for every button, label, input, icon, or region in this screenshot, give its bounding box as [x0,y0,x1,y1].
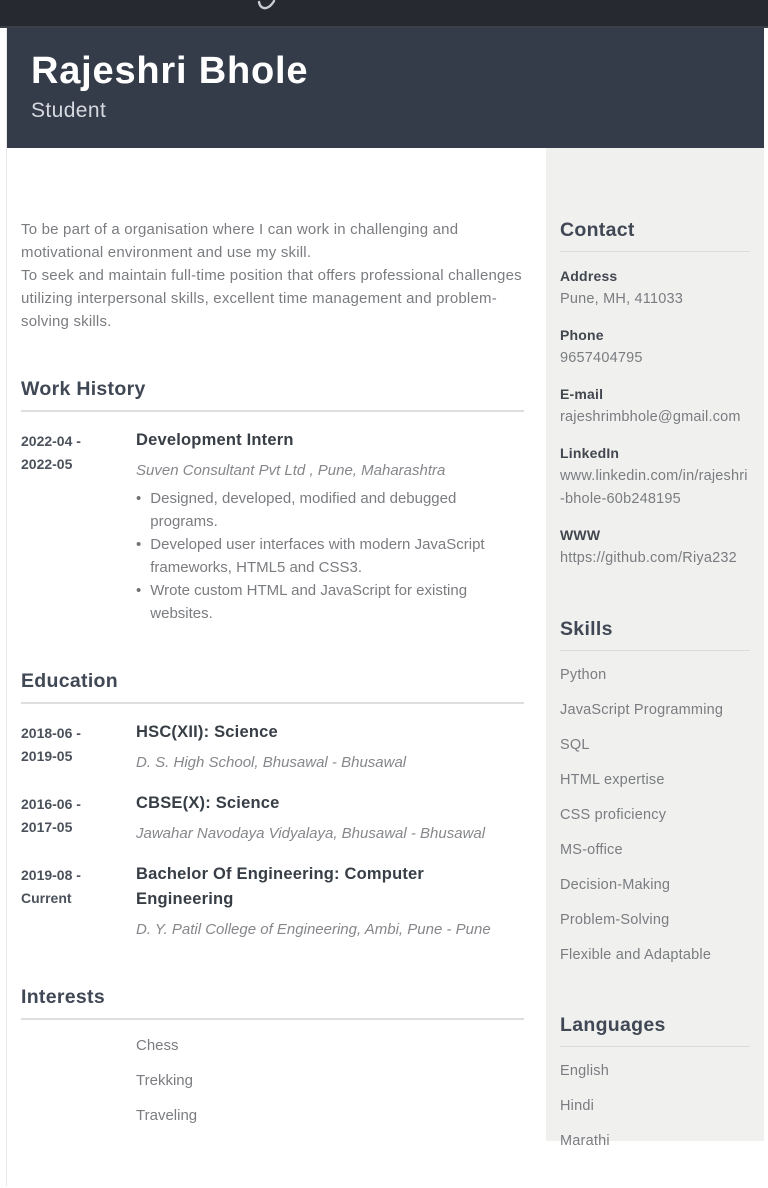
education-entry-title: CBSE(X): Science [136,794,280,812]
contact-field-phone [560,325,750,370]
education-entry-title: HSC(XII): Science [136,723,278,741]
skills-section [560,617,750,966]
resume-page [6,28,764,1186]
contact-heading: Contact [560,219,635,241]
contact-field-value: www.linkedin.com/in/rajeshri-bhole-60b248195 [560,468,748,507]
work-entry-body [136,428,524,625]
contact-field-label: Phone [560,327,604,343]
section-divider [21,702,524,704]
language-item: English [560,1063,609,1079]
education-entry-title: Bachelor Of Engineering: Computer Engineering [136,865,425,908]
interest-item: Traveling [136,1107,198,1124]
sidebar-column [546,148,764,1149]
contact-field-value: rajeshrimbhole@gmail.com [560,409,741,425]
work-history-heading: Work History [21,378,146,400]
work-bullet: • Developed user interfaces with modern JavaScript frameworks, HTML5 and CSS3. [136,533,501,579]
languages-list [560,1060,750,1152]
interest-item: Chess [136,1037,179,1054]
work-entry-company: Suven Consultant Pvt Ltd , Pune, Maharashtra [136,462,446,479]
education-entry [21,862,524,941]
education-date-end: 2017-05 [21,819,73,835]
contact-field-www [560,525,750,570]
work-bullet: • Designed, developed, modified and debugged programs. [136,487,501,533]
work-entry-title: Development Intern [136,431,294,449]
section-divider [21,410,524,412]
interests-heading: Interests [21,986,105,1008]
person-job-title: Student [31,99,107,122]
skill-item: CSS proficiency [560,807,667,823]
education-entry-dates [21,720,136,774]
skill-item: Decision-Making [560,877,671,893]
contact-field-email [560,384,750,429]
work-history-section [21,377,524,625]
education-entry-body [136,791,524,845]
work-entry-dates [21,428,136,625]
education-date-end: Current [21,890,72,906]
objective-summary [21,218,524,333]
education-date-start: 2019-08 - [21,867,81,883]
education-entry-school: Jawahar Navodaya Vidyalaya, Bhusawal - Bhusawal [136,825,486,842]
contact-field-label: WWW [560,527,601,543]
person-name: Rajeshri Bhole [31,50,309,92]
contact-section [560,218,750,570]
section-divider [21,1018,524,1020]
section-divider [560,650,750,651]
contact-field-label: E-mail [560,386,604,402]
section-divider [560,1046,750,1047]
contact-field-value: 9657404795 [560,350,643,366]
education-section [21,669,524,941]
interests-section [21,985,524,1127]
education-entry [21,720,524,774]
work-bullet: • Wrote custom HTML and JavaScript for existing websites. [136,579,501,625]
education-entry-body [136,720,524,774]
education-date-end: 2019-05 [21,748,73,764]
education-date-start: 2016-06 - [21,796,81,812]
education-entry-dates [21,862,136,941]
skills-list [560,664,750,966]
main-column [7,148,546,1139]
objective-paragraph-1: To be part of a organisation where I can work in challenging and motivational environment and use my skill. [21,221,459,261]
contact-field-linkedin [560,443,750,511]
work-entry-bullets [136,487,524,625]
education-entry [21,791,524,845]
language-item: Hindi [560,1098,595,1114]
skill-item: MS-office [560,842,623,858]
language-item: Marathi [560,1133,610,1149]
skill-item: Python [560,667,607,683]
languages-section [560,1013,750,1152]
cropped-text-artifact [256,0,276,12]
education-date-start: 2018-06 - [21,725,81,741]
contact-field-label: LinkedIn [560,445,620,461]
top-crop-bar [0,0,768,28]
skill-item: SQL [560,737,590,753]
education-entry-body [136,862,524,941]
resume-header [7,28,764,148]
interest-item: Trekking [136,1072,193,1089]
work-date-end: 2022-05 [21,456,73,472]
skills-heading: Skills [560,618,613,640]
skill-item: Flexible and Adaptable [560,947,712,963]
education-heading: Education [21,670,118,692]
contact-field-label: Address [560,268,618,284]
languages-heading: Languages [560,1014,666,1036]
work-entry [21,428,524,625]
objective-paragraph-2: To seek and maintain full-time position that offers professional challenges utilizing interpersonal skills, excellent time management and problem-solving skills. [21,267,522,330]
contact-field-value: https://github.com/Riya232 [560,550,737,566]
contact-field-value: Pune, MH, 411033 [560,291,684,307]
interests-list [21,1034,524,1127]
contact-field-address [560,266,750,311]
section-divider [560,251,750,252]
education-entry-dates [21,791,136,845]
resume-body [7,148,764,1186]
work-history-entries [21,428,524,625]
education-entry-school: D. Y. Patil College of Engineering, Ambi, Pune - Pune [136,921,491,938]
education-entries [21,720,524,941]
work-date-start: 2022-04 - [21,433,81,449]
skill-item: JavaScript Programming [560,702,724,718]
education-entry-school: D. S. High School, Bhusawal - Bhusawal [136,754,407,771]
skill-item: HTML expertise [560,772,665,788]
skill-item: Problem-Solving [560,912,670,928]
